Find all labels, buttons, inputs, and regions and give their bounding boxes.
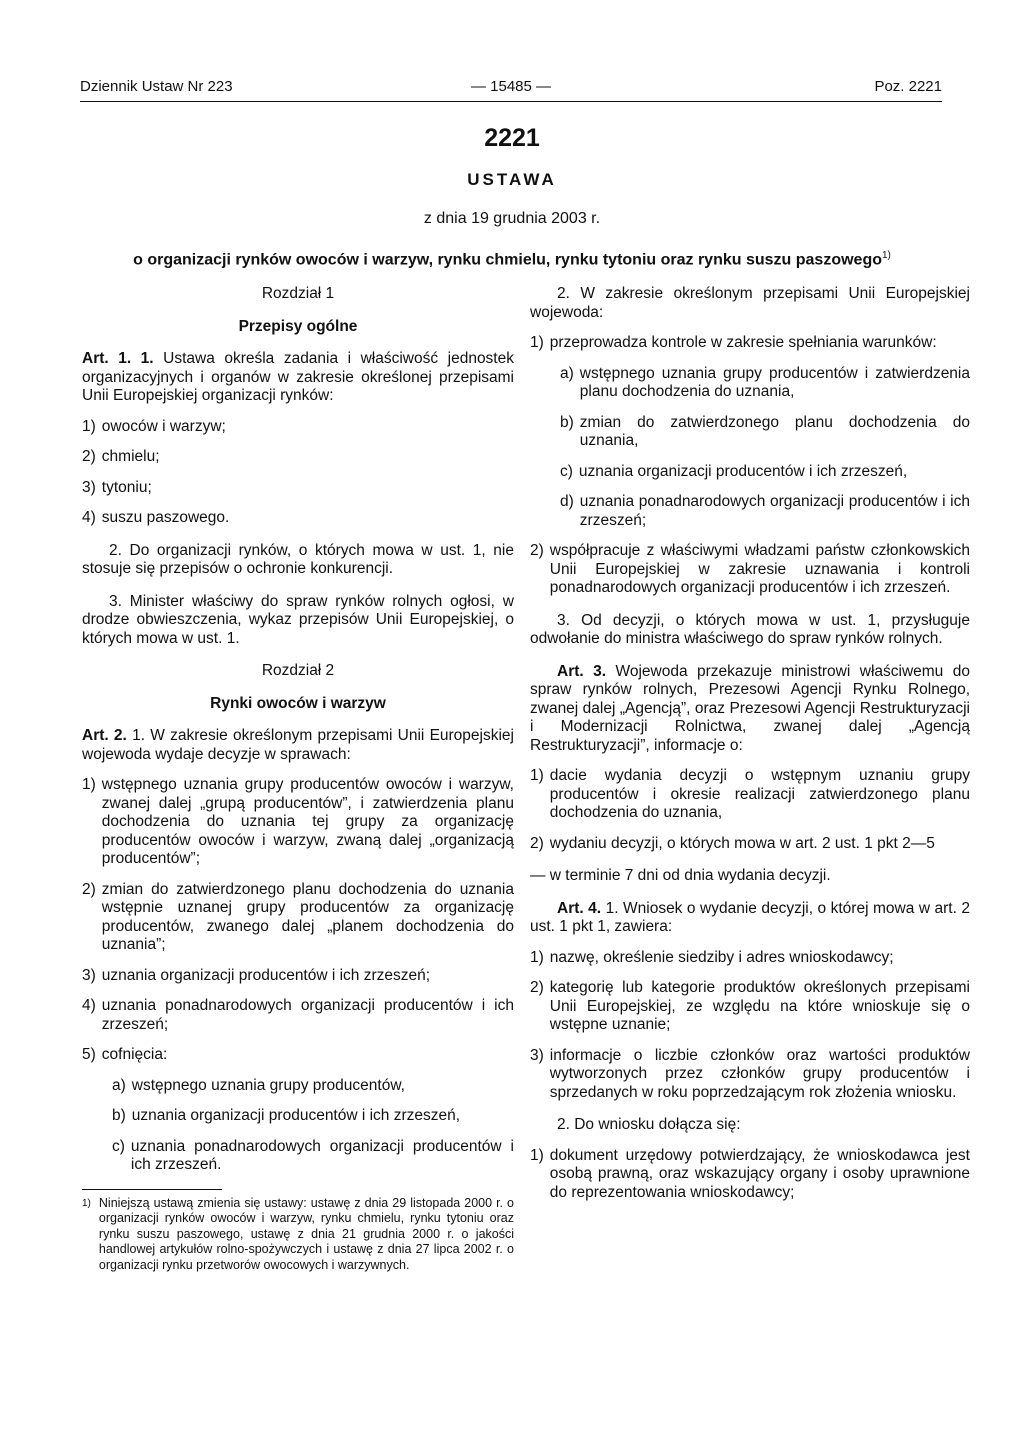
- sub-list-item: c) uznania organizacji producentów i ich zrzeszeń,: [560, 462, 908, 480]
- list-item: 3) tytoniu;: [82, 478, 152, 496]
- art-4-paragraph: [530, 900, 970, 937]
- footnote-mark: 1): [82, 1197, 91, 1209]
- art-4-paragraph-2: 2. Do wniosku dołącza się:: [557, 1116, 741, 1133]
- list-item: 2) chmielu;: [82, 448, 160, 465]
- right-column: [530, 285, 970, 1202]
- list-item: 1) wstępnego uznania grupy producentów owoców i warzyw, zwanej dalej „grupą producentów”, i zatwierdzenia planu dochodzenia do uznania tej grupy za organizację producentów owoców i warzyw, zwaną dalej „organizacją producentów”;: [82, 776, 514, 867]
- art-1-paragraph-3: 3. Minister właściwy do spraw rynków rolnych ogłosi, w drodze obwieszczenia, wykaz przepisów Unii Europejskiej, o których mowa w ust. 1.: [82, 592, 514, 647]
- journal-name: Dziennik Ustaw Nr 223: [80, 78, 233, 95]
- list-item: 5) cofnięcia:: [82, 1046, 168, 1063]
- document-number: 2221: [484, 124, 540, 152]
- list-item: 1) dacie wydania decyzji o wstępnym uznaniu grupy producentów i okresie realizacji zatwierdzonego planu dochodzenia do uznania,: [530, 767, 970, 821]
- list-item: 2) współpracuje z właściwymi władzami państw członkowskich Unii Europejskiej w zakresie uznawania i kontroli ponadnarodowych organizacji producentów i ich zrzeszeń.: [530, 542, 970, 596]
- chapter-1-label: Rozdział 1: [261, 285, 335, 302]
- chapter-1-title: Przepisy ogólne: [238, 317, 358, 335]
- art-2-2-list: [530, 334, 970, 598]
- list-item: 1) przeprowadza kontrole w zakresie spełniania warunków:: [530, 334, 937, 351]
- art-1-list: [82, 418, 514, 528]
- list-item: 3) informacje o liczbie członków oraz wartości produktów wytworzonych przez członków grupy producentów i sprzedanych w roku poprzedzającym rok złożenia wniosku.: [530, 1046, 970, 1101]
- art-2-paragraph-2: 2. W zakresie określonym przepisami Unii Europejskiej wojewoda:: [530, 285, 970, 321]
- sub-list-item: c) uznania ponadnarodowych organizacji producentów i ich zrzeszeń.: [112, 1137, 514, 1173]
- left-column: [82, 285, 514, 1273]
- list-item: 1) owoców i warzyw;: [82, 417, 226, 435]
- list-item: 2) kategorię lub kategorie produktów określonych przepisami Unii Europejskiej, ze względu na które wnioskuje się o wstępne uznanie;: [530, 979, 970, 1033]
- art-2-text: 1. W zakresie określonym przepisami Unii Europejskiej wojewoda wydaje decyzje w sprawach:: [82, 727, 514, 763]
- art-3-paragraph: [530, 663, 970, 756]
- sub-list-item: d) uznania ponadnarodowych organizacji producentów i ich zrzeszeń;: [560, 493, 970, 529]
- list-item: 3) uznania organizacji producentów i ich zrzeszeń;: [82, 966, 431, 984]
- footnote: [82, 1196, 514, 1274]
- art-1-paragraph: [82, 350, 514, 406]
- art-3-list: [530, 767, 970, 853]
- art-1-paragraph-2: 2. Do organizacji rynków, o których mowa w ust. 1, nie stosuje się przepisów o ochronie konkurencji.: [82, 541, 514, 577]
- sub-list-item: a) wstępnego uznania grupy producentów,: [112, 1076, 405, 1094]
- title-footnote-mark: 1): [881, 250, 891, 261]
- art-4-2-list: [530, 1147, 970, 1203]
- art-1-lead: Art. 1. 1.: [82, 350, 154, 367]
- art-3-text: Wojewoda przekazuje ministrowi właściwemu do spraw rynków rolnych, Prezesowi Agencji Rynku Rolnego, zwanej dalej „Agencją”, oraz Prezesowi Agencji Restrukturyzacji i Modernizacji Rolnictwa, zwanej dalej „Agencją Restrukturyzacji”, informacje o:: [530, 662, 970, 754]
- list-item: 1) dokument urzędowy potwierdzający, że wnioskodawca jest osobą prawną, oraz wskazujący organy i osoby uprawnione do reprezentowania wnioskodawcy;: [530, 1146, 970, 1201]
- page-number: — 15485 —: [470, 78, 552, 95]
- sub-list-item: a) wstępnego uznania grupy producentów i zatwierdzenia planu dochodzenia do uznania,: [560, 364, 970, 400]
- position-number: Poz. 2221: [874, 78, 942, 95]
- page-header: [80, 78, 942, 98]
- art-1-text: Ustawa określa zadania i właściwość jednostek organizacyjnych i organów w zakresie określonej przepisami Unii Europejskiej organizacji rynków:: [82, 350, 514, 404]
- act-date: z dnia 19 grudnia 2003 r.: [423, 210, 601, 227]
- art-3-tail: — w terminie 7 dni od dnia wydania decyzji.: [530, 867, 831, 884]
- art-2-paragraph: [82, 727, 514, 764]
- footnote-rule: [82, 1189, 222, 1190]
- list-item: 2) zmian do zatwierdzonego planu dochodzenia do uznania wstępnie uznanej grupy producentów za organizację producentów, zwanego dalej „planem dochodzenia do uznania”;: [82, 880, 514, 953]
- list-item: 4) suszu paszowego.: [82, 509, 230, 526]
- list-item: 4) uznania ponadnarodowych organizacji producentów i ich zrzeszeń;: [82, 997, 514, 1033]
- chapter-2-label: Rozdział 2: [261, 662, 335, 679]
- art-2-paragraph-3: 3. Od decyzji, o których mowa w ust. 1, przysługuje odwołanie do ministra właściwego do spraw rynków rolnych.: [530, 611, 970, 647]
- header-rule: [80, 101, 942, 102]
- art-4-lead: Art. 4.: [557, 899, 602, 917]
- sub-list-item: b) zmian do zatwierdzonego planu dochodzenia do uznania,: [560, 413, 970, 449]
- list-item: 1) nazwę, określenie siedziby i adres wnioskodawcy;: [530, 948, 894, 966]
- art-4-list: [530, 949, 970, 1103]
- chapter-2-title: Rynki owoców i warzyw: [210, 694, 386, 712]
- art-2-list: [82, 776, 514, 1175]
- act-title: [40, 250, 984, 269]
- act-title-text: o organizacji rynków owoców i warzyw, rynku chmielu, rynku tytoniu oraz rynku suszu paszowego: [133, 251, 882, 269]
- art-2-lead: Art. 2.: [82, 727, 127, 744]
- act-type: USTAWA: [467, 170, 557, 189]
- list-item: 2) wydaniu decyzji, o których mowa w art. 2 ust. 1 pkt 2—5: [530, 834, 935, 852]
- sub-list-item: b) uznania organizacji producentów i ich zrzeszeń,: [112, 1107, 461, 1124]
- art-3-lead: Art. 3.: [557, 662, 607, 680]
- art-4-text: 1. Wniosek o wydanie decyzji, o której mowa w art. 2 ust. 1 pkt 1, zawiera:: [530, 899, 970, 935]
- footnote-text: Niniejszą ustawą zmienia się ustawy: ustawę z dnia 29 listopada 2000 r. o organizacji rynków owoców i warzyw, rynku chmielu, rynku tytoniu oraz rynku suszu paszowego, ustawę z dnia 21 grudnia 2000 r. o jakości handlowej artykułów rolno-spożywczych i ustawę z dnia 27 lipca 2002 r. o organizacji rynku przetworów owocowych i warzywnych.: [98, 1195, 514, 1272]
